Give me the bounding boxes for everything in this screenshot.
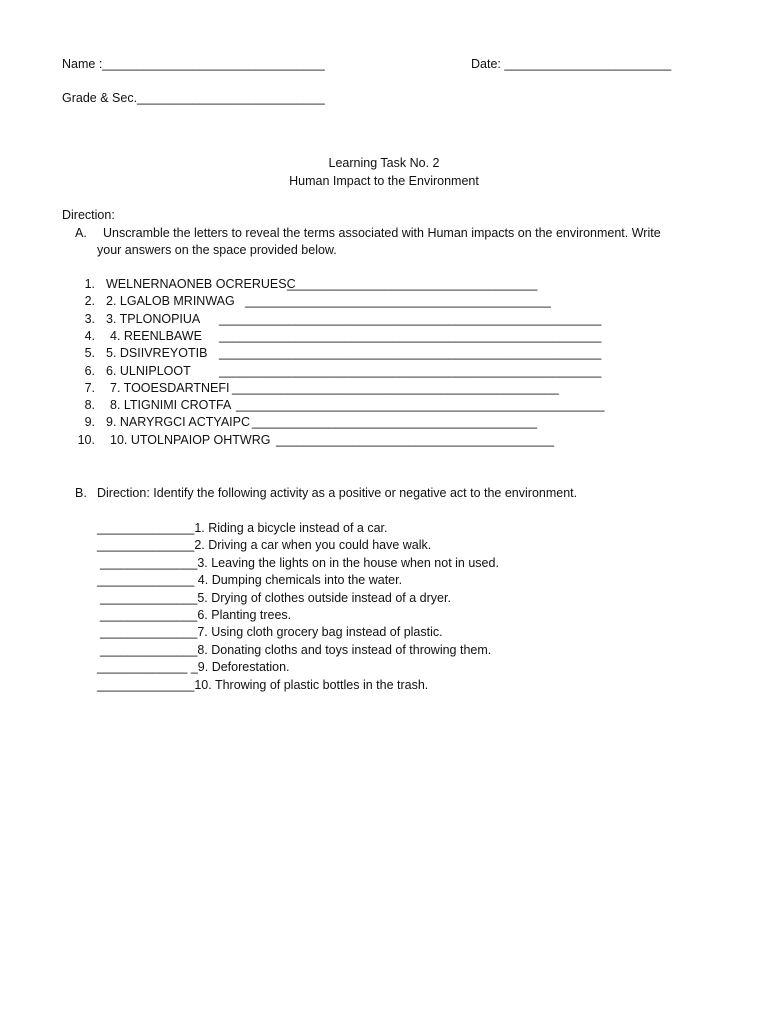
scrambled-term: 3. TPLONOPIUA bbox=[106, 312, 201, 326]
activity-text: 1. Riding a bicycle instead of a car. bbox=[194, 521, 388, 535]
task-subtitle: Human Impact to the Environment bbox=[289, 174, 479, 188]
activity-text: 5. Drying of clothes outside instead of a dryer. bbox=[197, 591, 451, 605]
answer-blank[interactable]: ______________ bbox=[100, 625, 198, 639]
answer-blank[interactable]: _______________________________________________________ bbox=[219, 312, 602, 326]
activity-item bbox=[100, 624, 443, 640]
activity-item bbox=[97, 677, 428, 693]
unscramble-item-number: 8. bbox=[84, 398, 95, 412]
answer-blank[interactable]: ______________ bbox=[100, 643, 198, 657]
part-b-instruction: Direction: Identify the following activity as a positive or negative act to the environment. bbox=[97, 486, 578, 500]
part-a-marker: A. bbox=[75, 226, 87, 240]
activity-text: 4. Dumping chemicals into the water. bbox=[194, 573, 403, 587]
answer-blank[interactable]: ______________ bbox=[100, 556, 198, 570]
activity-item bbox=[100, 642, 491, 658]
grade-section-field-line[interactable]: Grade & Sec.___________________________ bbox=[62, 91, 325, 105]
activity-text: 6. Planting trees. bbox=[197, 608, 292, 622]
activity-text: 7. Using cloth grocery bag instead of plastic. bbox=[197, 625, 443, 639]
scrambled-term: 6. ULNIPLOOT bbox=[106, 364, 191, 378]
activity-text: 2. Driving a car when you could have walk. bbox=[194, 538, 432, 552]
activity-text: 10. Throwing of plastic bottles in the trash. bbox=[194, 678, 429, 692]
answer-blank[interactable]: ______________ bbox=[97, 573, 195, 587]
scrambled-term: 2. LGALOB MRINWAG bbox=[106, 294, 235, 308]
answer-blank[interactable]: _____________________________________________________ bbox=[236, 398, 605, 412]
part-a-instruction-cont: your answers on the space provided below. bbox=[97, 243, 337, 257]
direction-label: Direction: bbox=[62, 208, 115, 222]
unscramble-item-number: 9. bbox=[84, 415, 95, 429]
unscramble-item-number: 7. bbox=[84, 381, 95, 395]
scrambled-term: 4. REENLBAWE bbox=[110, 329, 202, 343]
activity-item bbox=[100, 555, 499, 571]
activity-item bbox=[97, 520, 388, 536]
unscramble-item-number: 5. bbox=[84, 346, 95, 360]
name-field-line[interactable]: Name :________________________________ bbox=[62, 57, 325, 71]
task-title: Learning Task No. 2 bbox=[328, 156, 440, 170]
part-a-instruction: Unscramble the letters to reveal the terms associated with Human impacts on the environment. Write bbox=[103, 226, 661, 240]
answer-blank[interactable]: ________________________________________ bbox=[276, 433, 555, 447]
answer-blank[interactable]: _______________________________________________________ bbox=[219, 346, 602, 360]
scrambled-term: 8. LTIGNIMI CROTFA bbox=[110, 398, 232, 412]
answer-blank[interactable]: _________________________________________ bbox=[252, 415, 538, 429]
date-field-line[interactable]: Date: ________________________ bbox=[471, 57, 672, 71]
answer-blank[interactable]: ______________ bbox=[100, 591, 198, 605]
answer-blank[interactable]: ______________ bbox=[100, 608, 198, 622]
scrambled-term: 10. UTOLNPAIOP OHTWRG bbox=[110, 433, 271, 447]
activity-item bbox=[100, 590, 451, 606]
unscramble-item-number: 4. bbox=[84, 329, 95, 343]
answer-blank[interactable]: ______________ bbox=[97, 538, 195, 552]
scrambled-term: 7. TOOESDARTNEFI bbox=[110, 381, 230, 395]
part-b-marker: B. bbox=[75, 486, 87, 500]
activity-text: _9. Deforestation. bbox=[187, 660, 290, 674]
unscramble-item-number: 2. bbox=[84, 294, 95, 308]
scrambled-term: 9. NARYRGCI ACTYAIPC bbox=[106, 415, 251, 429]
activity-item bbox=[100, 607, 291, 623]
activity-item bbox=[97, 659, 290, 675]
unscramble-item-number: 3. bbox=[84, 312, 95, 326]
answer-blank[interactable]: ______________ bbox=[97, 521, 195, 535]
answer-blank[interactable]: _______________________________________________ bbox=[232, 381, 559, 395]
activity-text: 8. Donating cloths and toys instead of throwing them. bbox=[197, 643, 492, 657]
answer-blank[interactable]: _______________________________________________________ bbox=[219, 364, 602, 378]
scrambled-term: 5. DSIIVREYOTIB bbox=[106, 346, 208, 360]
unscramble-item-number: 10. bbox=[77, 433, 95, 447]
answer-blank[interactable]: ____________________________________ bbox=[287, 277, 538, 291]
answer-blank[interactable]: ____________________________________________ bbox=[245, 294, 551, 308]
answer-blank[interactable]: _____________ bbox=[97, 660, 188, 674]
activity-item bbox=[97, 537, 431, 553]
answer-blank[interactable]: _______________________________________________________ bbox=[219, 329, 602, 343]
unscramble-item-number: 6. bbox=[84, 364, 95, 378]
scrambled-term: WELNERNAONEB OCRERUESC bbox=[106, 277, 296, 291]
activity-item bbox=[97, 572, 402, 588]
unscramble-item-number: 1. bbox=[84, 277, 95, 291]
activity-text: 3. Leaving the lights on in the house when not in used. bbox=[197, 556, 499, 570]
answer-blank[interactable]: ______________ bbox=[97, 678, 195, 692]
